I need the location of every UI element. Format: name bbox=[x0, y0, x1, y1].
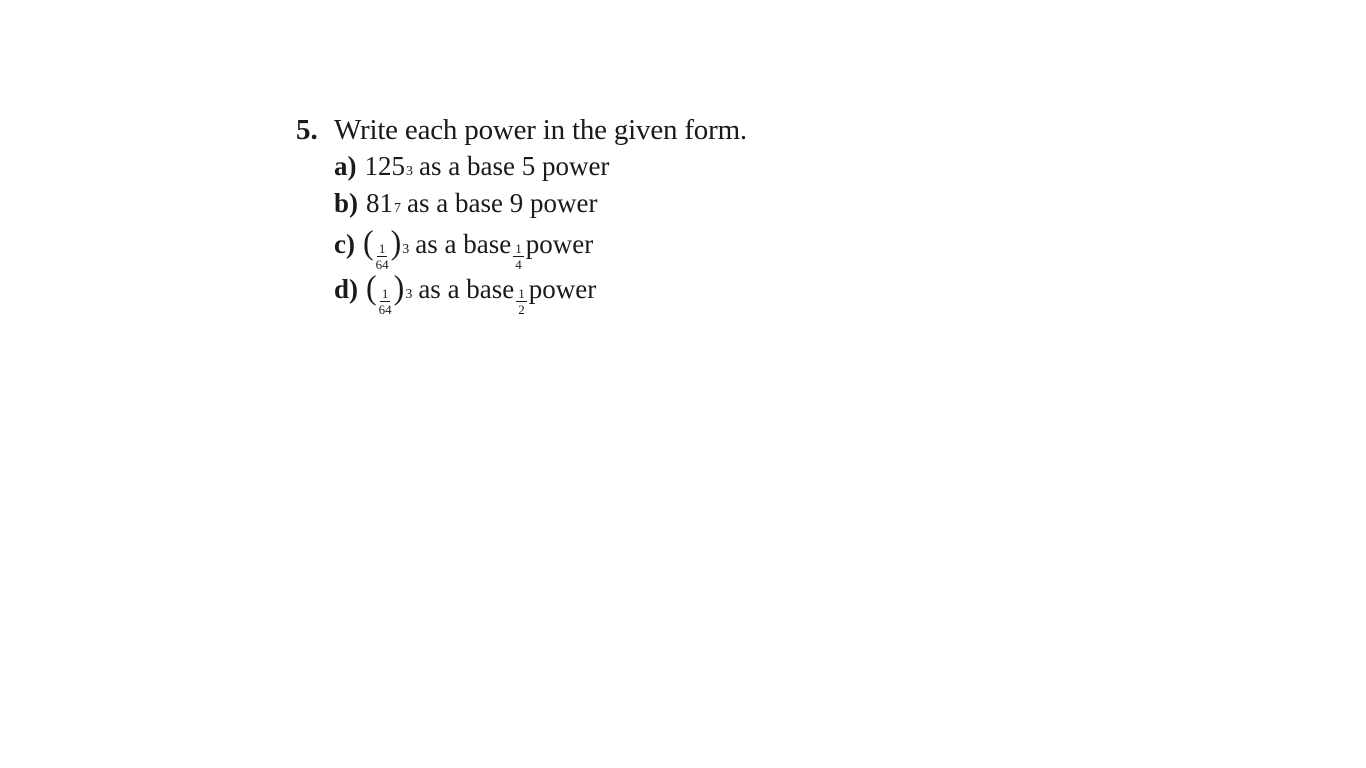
part-a: a) 125 3 as a base 5 power bbox=[334, 148, 896, 185]
part-text: as a base 5 power bbox=[419, 151, 610, 181]
fraction-numerator: 1 bbox=[381, 286, 389, 301]
open-paren: ( bbox=[366, 268, 377, 306]
problem-5 bbox=[296, 112, 896, 317]
part-label: b) bbox=[334, 188, 359, 218]
fraction-denominator: 64 bbox=[375, 257, 389, 272]
part-text: as a base 9 power bbox=[407, 188, 598, 218]
open-paren: ( bbox=[362, 223, 374, 261]
part-b: b) 81 7 as a base 9 power bbox=[334, 185, 896, 222]
part-c: c) ( $\frac{1}{64}$ ) 3 as a base $\frac{1}{4}$ power bbox=[334, 223, 594, 272]
power-base: 125 bbox=[364, 151, 405, 181]
part-label: c) bbox=[334, 229, 355, 259]
fraction-numerator: 1 bbox=[518, 286, 525, 301]
fraction-denominator: 64 bbox=[378, 302, 392, 317]
target-base-fraction bbox=[513, 242, 524, 271]
problem-prompt: Write each power in the given form. bbox=[334, 114, 747, 146]
part-label: a) bbox=[334, 151, 357, 181]
close-paren: ) bbox=[390, 223, 402, 261]
part-label: d) bbox=[334, 274, 359, 304]
fraction-numerator: 1 bbox=[515, 241, 522, 256]
problem-prompt-line bbox=[296, 112, 896, 148]
fraction-numerator: 1 bbox=[378, 241, 386, 256]
part-text-end: power bbox=[528, 274, 597, 304]
base-fraction bbox=[379, 287, 392, 316]
base-fraction bbox=[376, 242, 389, 271]
problem-parts bbox=[334, 148, 896, 317]
fraction-denominator: 2 bbox=[518, 302, 525, 317]
part-text: as a base bbox=[415, 229, 512, 259]
fraction-denominator: 4 bbox=[515, 257, 522, 272]
problem-number: 5. bbox=[296, 114, 318, 146]
part-text: as a base bbox=[418, 274, 515, 304]
close-paren: ) bbox=[393, 268, 405, 306]
target-base-fraction bbox=[516, 287, 527, 316]
power-base: 81 bbox=[366, 188, 394, 218]
part-d: d) ( $\frac{1}{64}$ ) 3 as a base $\frac{1}{2}$ power bbox=[334, 268, 597, 317]
part-text-end: power bbox=[525, 229, 594, 259]
